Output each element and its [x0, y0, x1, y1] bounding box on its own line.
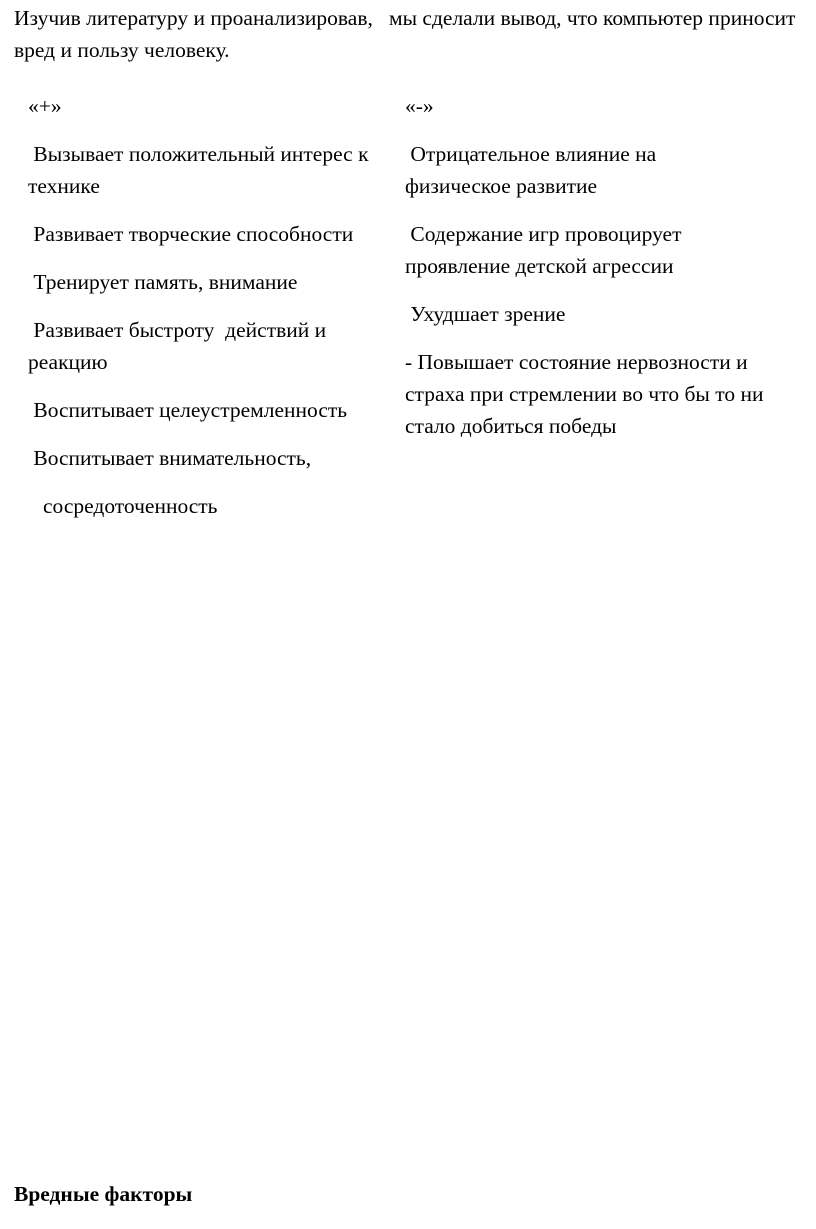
pros-column-header: «+»	[28, 94, 62, 118]
pros-item: Вызывает положительный интерес к технике	[28, 142, 374, 198]
pros-column	[28, 90, 378, 538]
pros-item: Воспитывает внимательность,	[28, 446, 312, 470]
cons-item: Содержание игр провоцирует проявление детской агрессии	[405, 222, 687, 278]
intro-paragraph: Изучив литературу и проанализировав, мы сделали вывод, что компьютер приносит вред и пользу человеку.	[14, 6, 801, 62]
cons-item: Отрицательное влияние на физическое развитие	[405, 142, 662, 198]
pros-item: Тренирует память, внимание	[28, 270, 298, 294]
pros-item: сосредоточенность	[43, 494, 218, 518]
cons-item: Ухудшает зрение	[405, 302, 566, 326]
cons-column	[405, 90, 769, 458]
cons-column-header: «-»	[405, 94, 434, 118]
cons-item: - Повышает состояние нервозности и страха при стремлении во что бы то ни стало добиться победы	[405, 350, 769, 438]
section-heading: Вредные факторы	[14, 1182, 193, 1206]
pros-item: Развивает творческие способности	[28, 222, 354, 246]
pros-item: Развивает быстроту действий и реакцию	[28, 318, 332, 374]
pros-item: Воспитывает целеустремленность	[28, 398, 348, 422]
